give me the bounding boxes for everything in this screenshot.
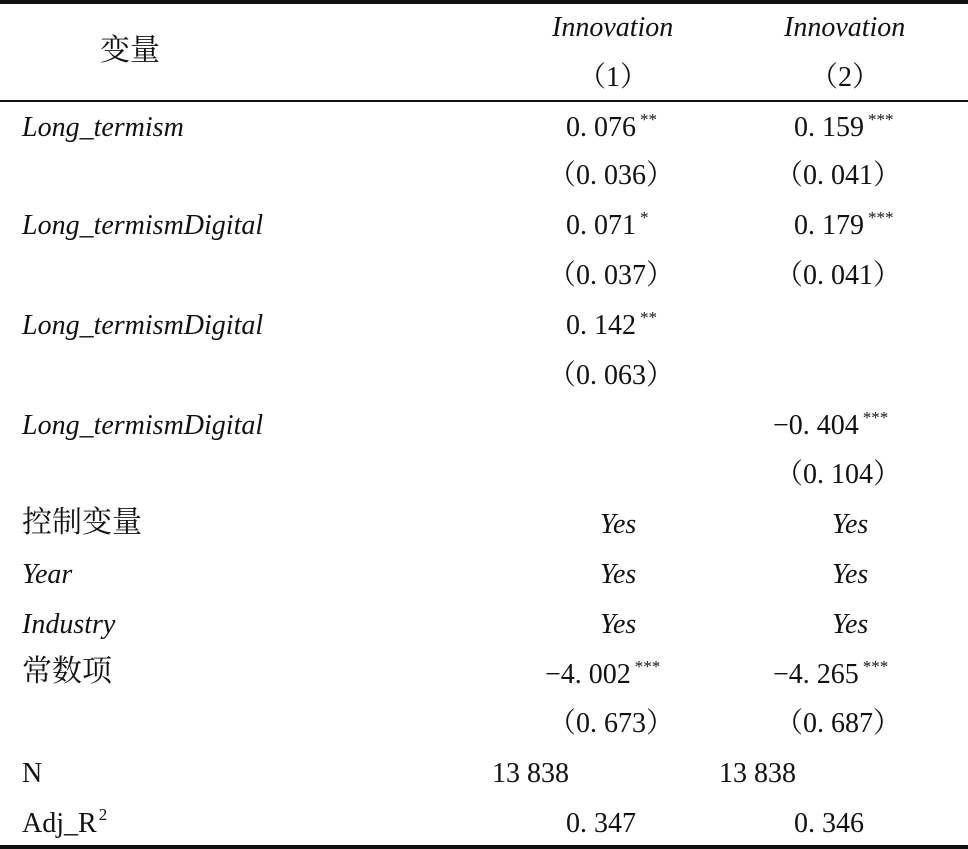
table-top-rule — [0, 0, 968, 4]
row4-col2-coef: −0. 404 *** — [773, 408, 889, 441]
col1-title: Innovation — [552, 12, 674, 43]
row2-col2-se: （0. 041） — [775, 260, 902, 291]
industry-col2: Yes — [832, 609, 869, 640]
row-label-constant: 常数项 — [22, 654, 112, 689]
row-label-adj-r2: Adj_R $^2$ — [22, 805, 108, 839]
row-label-long-termism-digital: Long_termismDigital — [22, 310, 264, 341]
adjr2-col2: 0. 346 — [794, 808, 864, 839]
row-label-long-termism-digital: Long_termismDigital — [22, 410, 264, 441]
n-col2: 13 838 — [719, 758, 796, 789]
row-label-industry: Industry — [22, 609, 116, 640]
row2-col2-coef: 0. 179 *** — [794, 208, 894, 241]
row-label-long-termism: Long_termism — [22, 112, 184, 143]
row4-col2-se: （0. 104） — [775, 459, 902, 490]
col1-number: （1） — [578, 62, 649, 93]
table-bottom-rule — [0, 845, 968, 849]
row-label-long-termism-digital: Long_termismDigital — [22, 210, 264, 241]
n-col1: 13 838 — [492, 758, 569, 789]
row2-col1-se: （0. 037） — [548, 260, 675, 291]
row3-col1-coef: 0. 142 ** — [566, 308, 657, 341]
controls-col1: Yes — [600, 509, 637, 540]
table-header-rule — [0, 100, 968, 102]
col2-number: （2） — [810, 62, 881, 93]
industry-col1: Yes — [600, 609, 637, 640]
const-col1-coef: −4. 002 *** — [545, 657, 661, 690]
row1-col2-se: （0. 041） — [775, 160, 902, 191]
controls-col2: Yes — [832, 509, 869, 540]
year-col2: Yes — [832, 559, 869, 590]
year-col1: Yes — [600, 559, 637, 590]
variable-header: 变量 — [100, 33, 160, 68]
row-label-n: N — [22, 758, 43, 789]
row-label-controls: 控制变量 — [22, 505, 142, 540]
row-label-year: Year — [22, 559, 73, 590]
row2-col1-coef: 0. 071 * — [566, 208, 649, 241]
row1-col1-coef: 0. 076 ** — [566, 110, 657, 143]
row1-col1-se: （0. 036） — [548, 160, 675, 191]
const-col2-se: （0. 687） — [775, 708, 902, 739]
const-col1-se: （0. 673） — [548, 708, 675, 739]
col2-title: Innovation — [784, 12, 906, 43]
row3-col1-se: （0. 063） — [548, 360, 675, 391]
adjr2-col1: 0. 347 — [566, 808, 636, 839]
const-col2-coef: −4. 265 *** — [773, 657, 889, 690]
row1-col2-coef: 0. 159 *** — [794, 110, 894, 143]
